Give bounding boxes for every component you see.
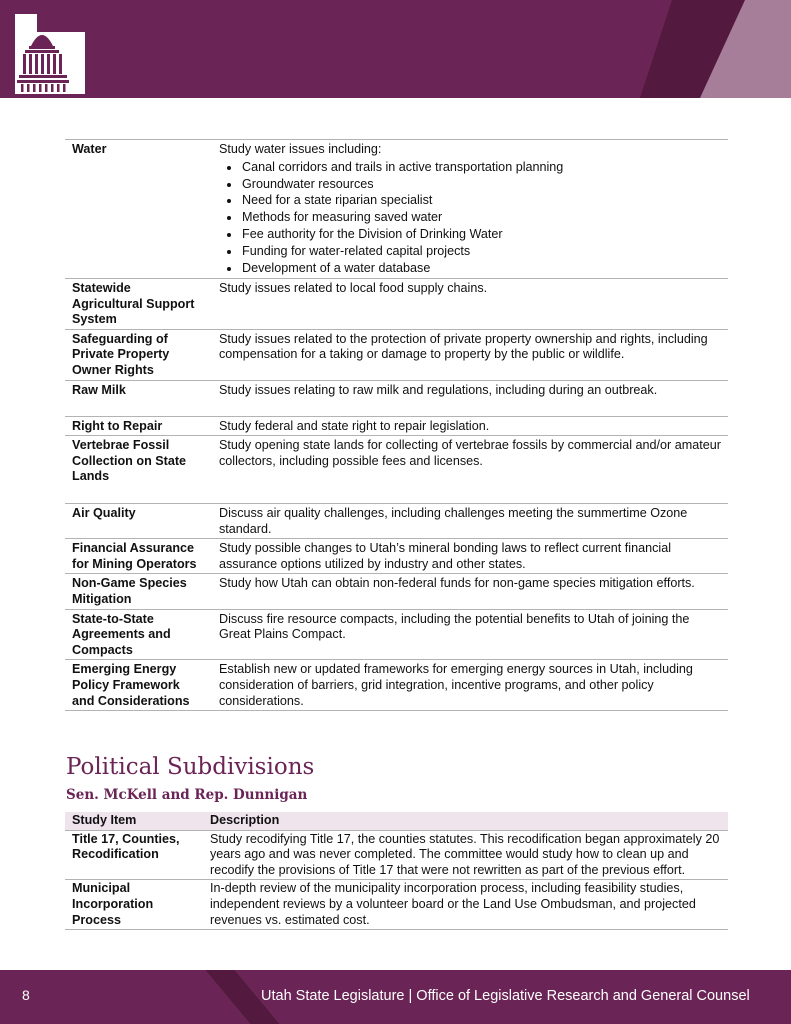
page-header: [0, 0, 791, 98]
table-row: [65, 539, 728, 574]
table-row: [65, 880, 728, 930]
study-description: Study how Utah can obtain non-federal funds for non-game species mitigation efforts.: [219, 576, 695, 591]
study-description: Study federal and state right to repair legislation.: [219, 418, 490, 433]
table-row: [65, 574, 728, 609]
study-table-2: [65, 812, 728, 930]
list-item: • Canal corridors and trails in active transportation planning: [241, 159, 724, 176]
study-item: Non-Game Species Mitigation: [72, 576, 187, 607]
study-description: In-depth review of the municipality incorporation process, including feasibility studies, independent reviews by a volunteer board or the Land Use Ombudsman, and projected revenues vs. estimated cost.: [210, 881, 696, 927]
table-row: [65, 329, 728, 380]
study-description: Study recodifying Title 17, the counties statutes. This recodification began approximately 20 years ago and was never completed. The committee would study how to clean up and recodify the provisions of Title 17 that were not rewritten as part of the previous effort.: [210, 831, 720, 877]
study-item: Municipal Incorporation Process: [72, 881, 154, 927]
utah-capitol-logo-icon: [15, 14, 85, 94]
table-row: [65, 416, 728, 436]
study-description: Study opening state lands for collecting of vertebrae fossils by commercial and/or amateur collectors, including possible fees and licenses.: [219, 438, 721, 468]
study-item: Air Quality: [72, 506, 136, 521]
table-row: [65, 436, 728, 504]
study-table-1: [65, 139, 728, 711]
study-description: Establish new or updated frameworks for emerging energy sources in Utah, including consideration of barriers, grid integration, incentive programs, and other policy considerations.: [219, 662, 693, 708]
study-description: Study issues related to local food supply chains.: [219, 280, 488, 295]
study-description: Study possible changes to Utah’s mineral bonding laws to reflect current financial assurance options utilized by industry and other states.: [219, 541, 671, 571]
study-item: State-to-State Agreements and Compacts: [72, 611, 171, 657]
table-row: [65, 140, 728, 279]
header-decoration: [0, 0, 791, 98]
footer-text: Utah State Legislature | Office of Legislative Research and General Counsel: [261, 988, 750, 1004]
table-header-row: [65, 812, 728, 830]
section-sponsors: Sen. McKell and Rep. Dunnigan: [66, 787, 308, 803]
list-item: • Fee authority for the Division of Drinking Water: [241, 226, 724, 243]
description-intro: Study water issues including:: [219, 142, 382, 156]
list-item: • Need for a state riparian specialist: [241, 192, 724, 209]
study-item: Title 17, Counties, Recodification: [72, 831, 180, 862]
water-issues-list: [219, 159, 724, 277]
study-description: [208, 140, 728, 279]
study-item: Financial Assurance for Mining Operators: [72, 541, 197, 571]
list-item: • Funding for water-related capital projects: [241, 243, 724, 260]
table-row: [65, 609, 728, 660]
study-item: Raw Milk: [72, 382, 126, 397]
list-item: • Development of a water database: [241, 260, 724, 277]
list-item: • Groundwater resources: [241, 176, 724, 193]
list-item: • Methods for measuring saved water: [241, 209, 724, 226]
table-row: [65, 830, 728, 880]
table-row: [65, 660, 728, 711]
study-item: Statewide Agricultural Support System: [72, 280, 195, 327]
study-item: Right to Repair: [72, 418, 163, 433]
study-description: Discuss fire resource compacts, including the potential benefits to Utah of joining the Great Plains Compact.: [219, 611, 690, 642]
section-title: Political Subdivisions: [66, 754, 315, 780]
column-header-description: Description: [210, 813, 280, 827]
table-row: [65, 504, 728, 539]
study-description: Study issues relating to raw milk and regulations, including during an outbreak.: [219, 382, 658, 397]
study-item: Vertebrae Fossil Collection on State Lands: [72, 438, 187, 484]
study-item: Water: [72, 142, 107, 156]
study-item: Emerging Energy Policy Framework and Considerations: [72, 662, 190, 708]
study-item: Safeguarding of Private Property Owner Rights: [72, 331, 170, 377]
column-header-study-item: Study Item: [72, 813, 137, 827]
page-number: 8: [22, 987, 30, 1003]
study-description: Study issues related to the protection of private property ownership and rights, including compensation for a taking or damage to property by the public or wildlife.: [219, 331, 708, 362]
table-row: [65, 380, 728, 416]
table-row: [65, 278, 728, 329]
study-description: Discuss air quality challenges, including challenges meeting the summertime Ozone standard.: [219, 506, 688, 536]
